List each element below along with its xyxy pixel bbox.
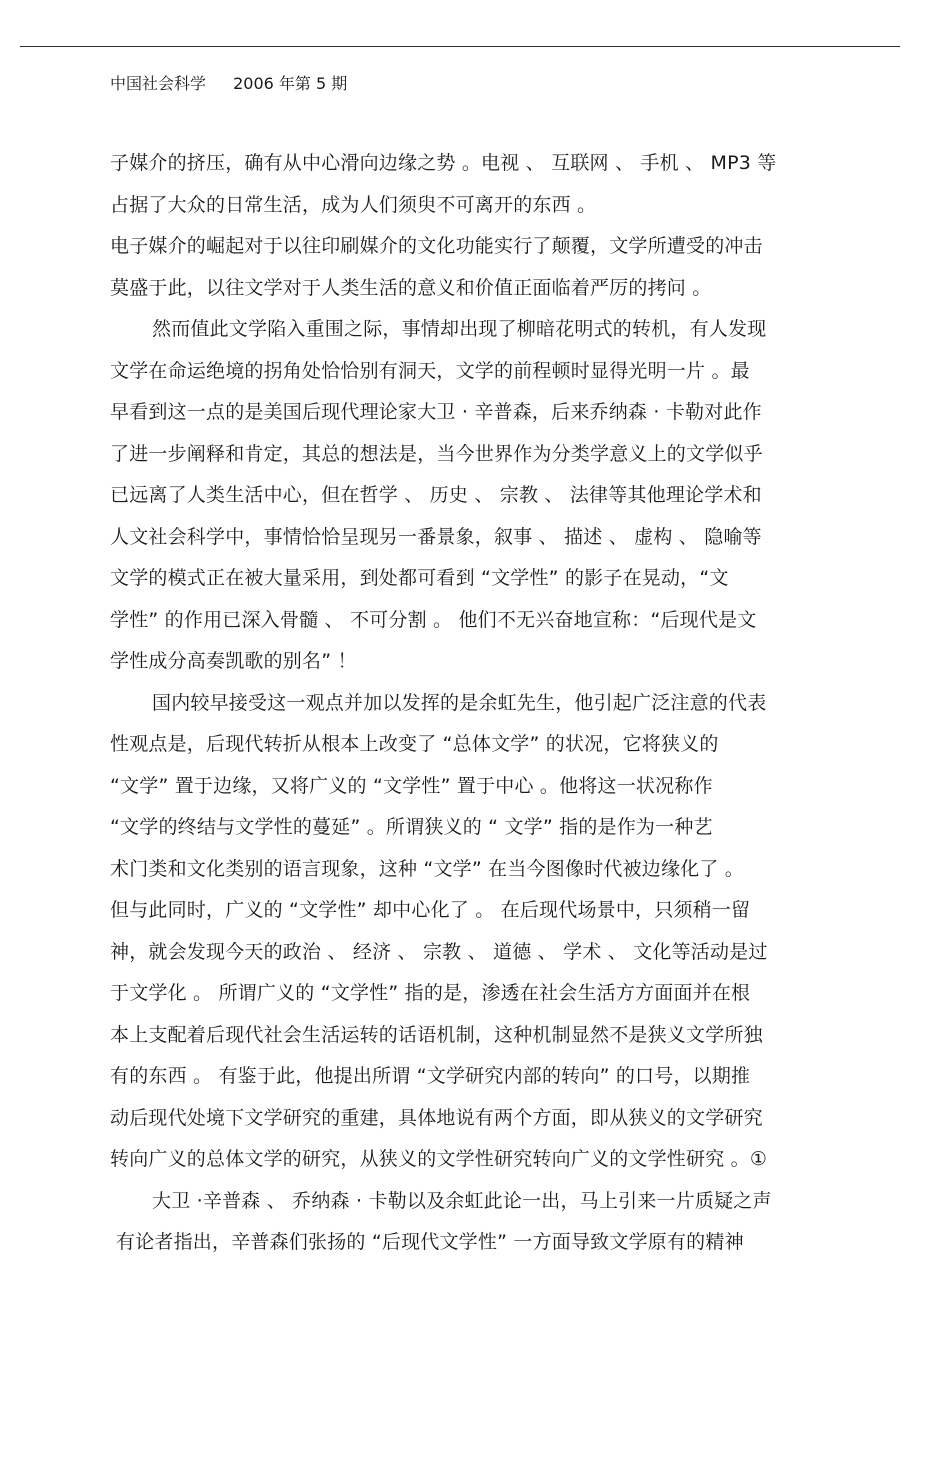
text-line: 有的东西 。 有鉴于此，他提出所谓 “文学研究内部的转向” 的口号，以期推 xyxy=(110,1065,751,1087)
text-line: 子媒介的挤压，确有从中心滑向边缘之势 。电视 、 互联网 、 手机 、 MP3 等 xyxy=(110,152,777,174)
text-line: 早看到这一点的是美国后现代理论家大卫 · 辛普森，后来乔纳森 · 卡勒对此作 xyxy=(110,401,762,423)
text-line: “文学的终结与文学性的蔓延” 。所谓狭义的 “ 文学” 指的是作为一种艺 xyxy=(110,816,713,838)
text-line: 术门类和文化类别的语言现象，这种 “文学” 在当今图像时代被边缘化了 。 xyxy=(110,857,745,880)
article-body xyxy=(110,143,845,1264)
text-line: 本上支配着后现代社会生活运转的话语机制，这种机制显然不是狭义文学所独 xyxy=(110,1023,763,1046)
text-line: 神，就会发现今天的政治 、 经济 、 宗教 、 道德 、 学术 、 文化等活动是过 xyxy=(110,940,768,963)
text-line: 学性成分高奏凯歌的别名” ！ xyxy=(110,650,357,672)
text-line: 电子媒介的崛起对于以往印刷媒介的文化功能实行了颠覆，文学所遭受的冲击 xyxy=(110,235,763,257)
header-rule xyxy=(20,46,900,47)
text-line: 动后现代处境下文学研究的重建，具体地说有两个方面，即从狭义的文学研究 xyxy=(110,1106,763,1129)
text-line: 学性” 的作用已深入骨髓 、 不可分割 。 他们不无兴奋地宣称：“后现代是文 xyxy=(110,608,757,631)
text-line: 文学的模式正在被大量采用，到处都可看到 “文学性” 的影子在晃动，“文 xyxy=(110,567,729,589)
text-line: 性观点是，后现代转折从根本上改变了 “总体文学” 的状况，它将狭义的 xyxy=(110,733,719,755)
text-line: 已远离了人类生活中心，但在哲学 、 历史 、 宗教 、 法律等其他理论学术和 xyxy=(110,484,762,506)
text-line: 文学在命运绝境的拐角处恰恰别有洞天，文学的前程顿时显得光明一片 。最 xyxy=(110,359,750,382)
paragraph-start-line: 然而值此文学陷入重围之际，事情却出现了柳暗花明式的转机，有人发现 xyxy=(152,318,767,340)
text-line: 有论者指出，辛普森们张扬的 “后现代文学性” 一方面导致文学原有的精神 xyxy=(116,1231,744,1253)
text-line: 莫盛于此，以往文学对于人类生活的意义和价值正面临着严厉的拷问 。 xyxy=(110,276,712,299)
paragraph-start-line: 大卫 ·辛普森 、 乔纳森 · 卡勒以及余虹此论一出，马上引来一片质疑之声 xyxy=(152,1189,772,1212)
text-line: 了进一步阐释和肯定，其总的想法是，当今世界作为分类学意义上的文学似乎 xyxy=(110,442,763,465)
text-line: “文学” 置于边缘，又将广义的 “文学性” 置于中心 。他将这一状况称作 xyxy=(110,774,713,797)
text-line: 占据了大众的日常生活，成为人们须臾不可离开的东西 。 xyxy=(110,193,597,216)
text-line: 人文社会科学中，事情恰恰呈现另一番景象，叙事 、 描述 、 虚构 、 隐喻等 xyxy=(110,525,762,548)
text-line: 于文学化 。 所谓广义的 “文学性” 指的是，渗透在社会生活方方面面并在根 xyxy=(110,982,751,1004)
text-line: 但与此同时，广义的 “文学性” 却中心化了 。 在后现代场景中，只须稍一留 xyxy=(110,899,751,921)
journal-name: 中国社会科学 xyxy=(110,74,207,93)
running-header xyxy=(110,72,347,96)
issue-number: 2006 年第 5 期 xyxy=(233,74,348,93)
paragraph-start-line: 国内较早接受这一观点并加以发挥的是余虹先生，他引起广泛注意的代表 xyxy=(152,691,767,714)
text-line: 转向广义的总体文学的研究，从狭义的文学性研究转向广义的文学性研究 。① xyxy=(110,1148,768,1170)
